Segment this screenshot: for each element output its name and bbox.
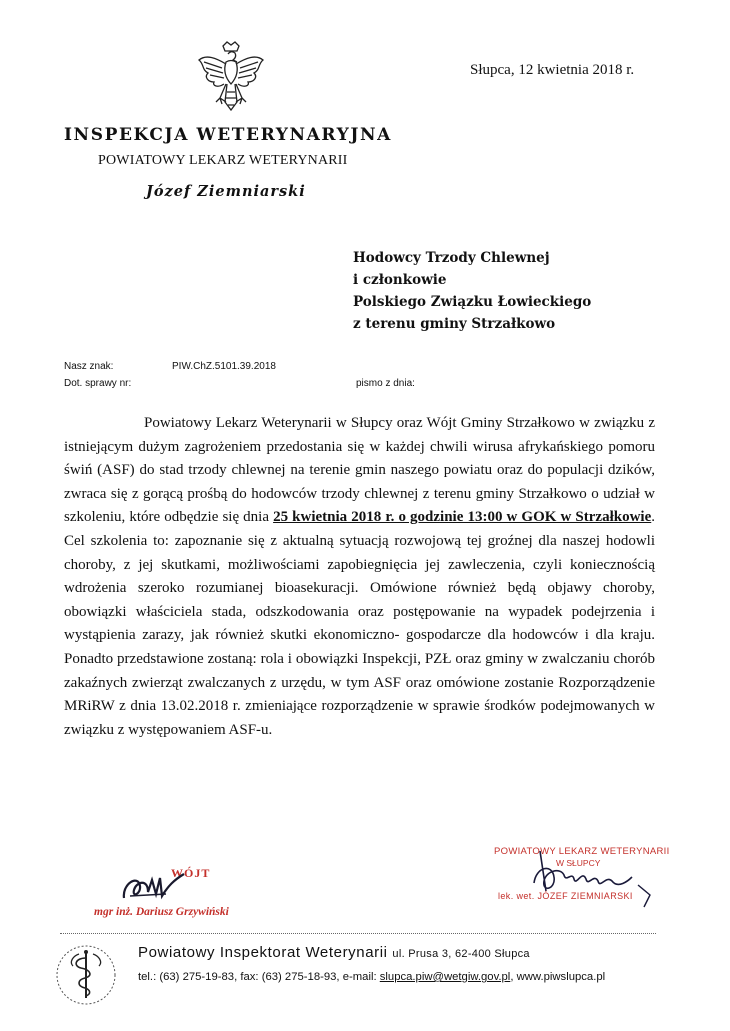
event-details-highlight: 25 kwietnia 2018 r. o godzinie 13:00 w GOK w Strzałkowie (273, 509, 652, 526)
vet-stamp-location: W SŁUPCY (556, 858, 601, 868)
our-ref-value: PIW.ChZ.5101.39.2018 (172, 361, 276, 372)
body-text-rest: . Cel szkolenia to: zapoznanie się z aktualną sytuacją rozwojową tej groźnej dla naszej hodowli choroby, z jej skutkami, możliwościami zapobiegnięcia jej zawleczenia, czyli koniecznością wdrożenia szeroko rozumianej bioasekuracji. Omówione również będą objawy choroby, obowiązki właściciela stada, odszkodowania oraz postępowanie na wypadek podejrzenia i wystąpienia zarazy, jak również skutki ekonomiczno- gospodarcze dla hodowców i dla kraju. Ponadto przedstawione zostaną: rola i obowiązki Inspekcji, PZŁ oraz gminy w zwalczaniu chorób zakaźnych zwierząt zwalczanych z urzędu, w tym ASF oraz omówione zostanie Rozporządzenie MRiRW z dnia 13.02.2018 r. zmieniające rozporządzenie w sprawie środków podejmowanych w związku z występowaniem ASF-u. (64, 509, 655, 738)
recipient-line: Hodowcy Trzody Chlewnej (353, 250, 550, 266)
institution-name: INSPEKCJA WETERYNARYJNA (64, 125, 392, 145)
officer-name: Józef Ziemniarski (146, 183, 306, 200)
letter-body (64, 412, 655, 742)
footer-org-line (138, 944, 530, 961)
letter-date: Słupca, 12 kwietnia 2018 r. (470, 62, 635, 78)
body-text-intro: Powiatowy Lekarz Weterynarii w Słupcy oraz Wójt Gminy Strzałkowo w związku z istniejącym dużym zagrożeniem przedostania się w każdej chwili wirusa afrykańskiego pomoru świń (ASF) do stad trzody chlewnej na terenie gmin naszego powiatu oraz do populacji dzików, zwraca się z gorącą prośbą do hodowców trzody chlewnej z terenu gminy Strzałkowo o udział w szkoleniu, które odbędzie się dnia (64, 415, 655, 526)
mayor-stamp-name: mgr inż. Dariusz Grzywiński (94, 906, 229, 918)
veterinary-caduceus-logo-icon (55, 944, 117, 1006)
mayor-signature-icon (118, 868, 198, 908)
vet-stamp-title: POWIATOWY LEKARZ WETERYNARII (494, 846, 670, 857)
recipient-block (353, 247, 591, 335)
footer-address: ul. Prusa 3, 62-400 Słupca (392, 948, 530, 960)
footer-phone: tel.: (63) 275-19-83, fax: (63) 275-18-93, e-mail: (138, 971, 380, 983)
footer-contact-line (138, 971, 605, 983)
vet-signature-icon (488, 845, 668, 915)
recipient-line: Polskiego Związku Łowieckiego (353, 294, 592, 310)
footer-website[interactable]: , www.piwslupca.pl (510, 971, 606, 983)
footer-org-name: Powiatowy Inspektorat Weterynarii (138, 944, 388, 961)
mayor-stamp-title: WÓJT (171, 866, 211, 880)
officer-title: POWIATOWY LEKARZ WETERYNARII (98, 153, 348, 168)
case-number-label: Dot. sprawy nr: (64, 378, 132, 389)
letter-date-label: pismo z dnia: (356, 378, 415, 389)
our-ref-label: Nasz znak: (64, 361, 114, 372)
footer-email-link[interactable]: slupca.piw@wetgiw.gov.pl (379, 971, 511, 983)
footer-divider (60, 933, 656, 934)
recipient-line: z terenu gminy Strzałkowo (353, 316, 556, 332)
vet-stamp-name: lek. wet. JÓZEF ZIEMNIARSKI (498, 891, 633, 901)
body-paragraph (64, 412, 655, 742)
recipient-line: i członkowie (353, 272, 447, 288)
eagle-emblem-icon (196, 40, 266, 116)
